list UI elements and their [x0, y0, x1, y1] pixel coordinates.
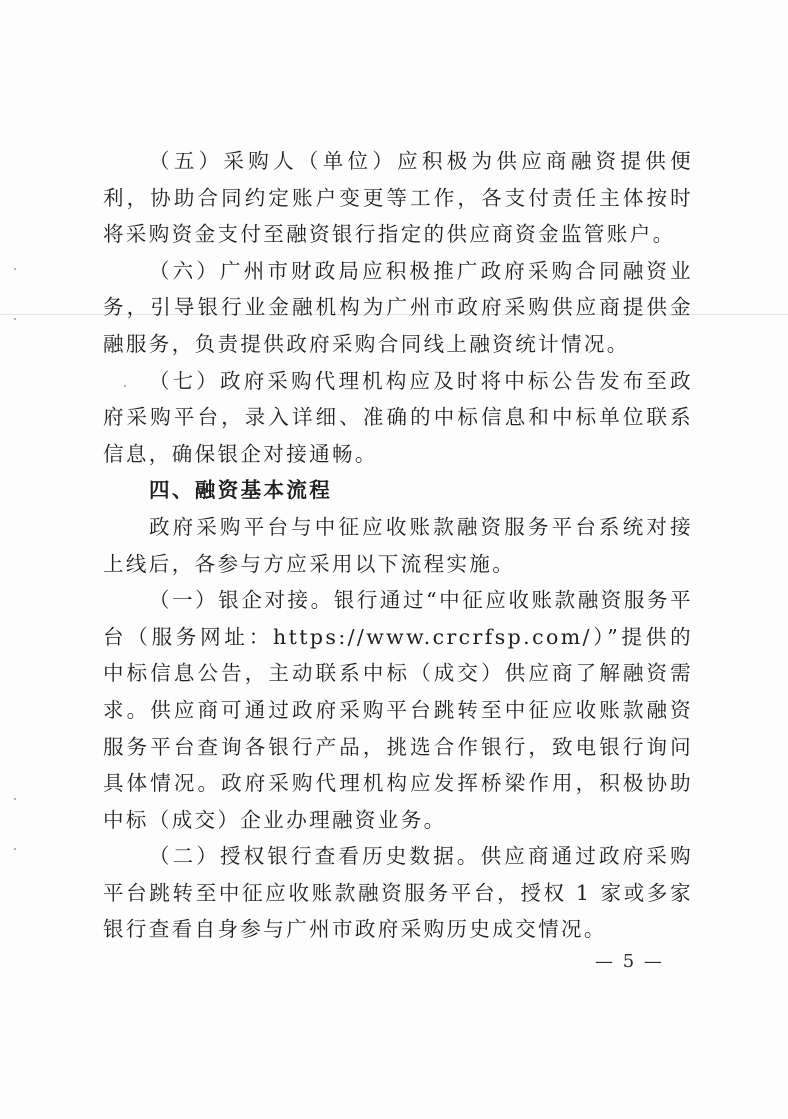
page-number: — 5 — [595, 951, 664, 972]
paragraph-step-1: （一）银企对接。银行通过“中征应收账款融资服务平台（服务网址：https://www.crcrfsp.com/）”提供的中标信息公告，主动联系中标（成交）供应商了解融资需求。供应商可通过政府采购平台跳转至中征应收账款融资服务平台查询各银行产品，挑选合作银行，致电银行询问具体情况。政府采购代理机构应发挥桥梁作用，积极协助中标（成交）企业办理融资业务。 [103, 588, 693, 832]
document-body [103, 143, 693, 948]
paragraph-step-2: （二）授权银行查看历史数据。供应商通过政府采购平台跳转至中征应收账款融资服务平台，授权 1 家或多家银行查看自身参与广州市政府采购历史成交情况。 [103, 844, 693, 942]
paragraph-item-6: （六）广州市财政局应积极推广政府采购合同融资业务，引导银行业金融机构为广州市政府采购供应商提供金融服务，负责提供政府采购合同线上融资统计情况。 [103, 258, 693, 356]
section-heading: 四、融资基本流程 [149, 478, 333, 503]
scan-artifact-dot [14, 848, 16, 850]
section-intro-paragraph: 政府采购平台与中征应收账款融资服务平台系统对接上线后，各参与方应采用以下流程实施。 [103, 514, 693, 576]
paragraph-item-5: （五）采购人（单位）应积极为供应商融资提供便利，协助合同约定账户变更等工作，各支付责任主体按时将采购资金支付至融资银行指定的供应商资金监管账户。 [103, 149, 693, 247]
scan-artifact-dot [14, 798, 16, 800]
paragraph-item-7: （七）政府采购代理机构应及时将中标公告发布至政府采购平台，录入详细、准确的中标信息和中标单位联系信息，确保银企对接通畅。 [103, 368, 693, 466]
scan-artifact-dot [14, 318, 16, 320]
scan-artifact-dot [14, 268, 16, 270]
